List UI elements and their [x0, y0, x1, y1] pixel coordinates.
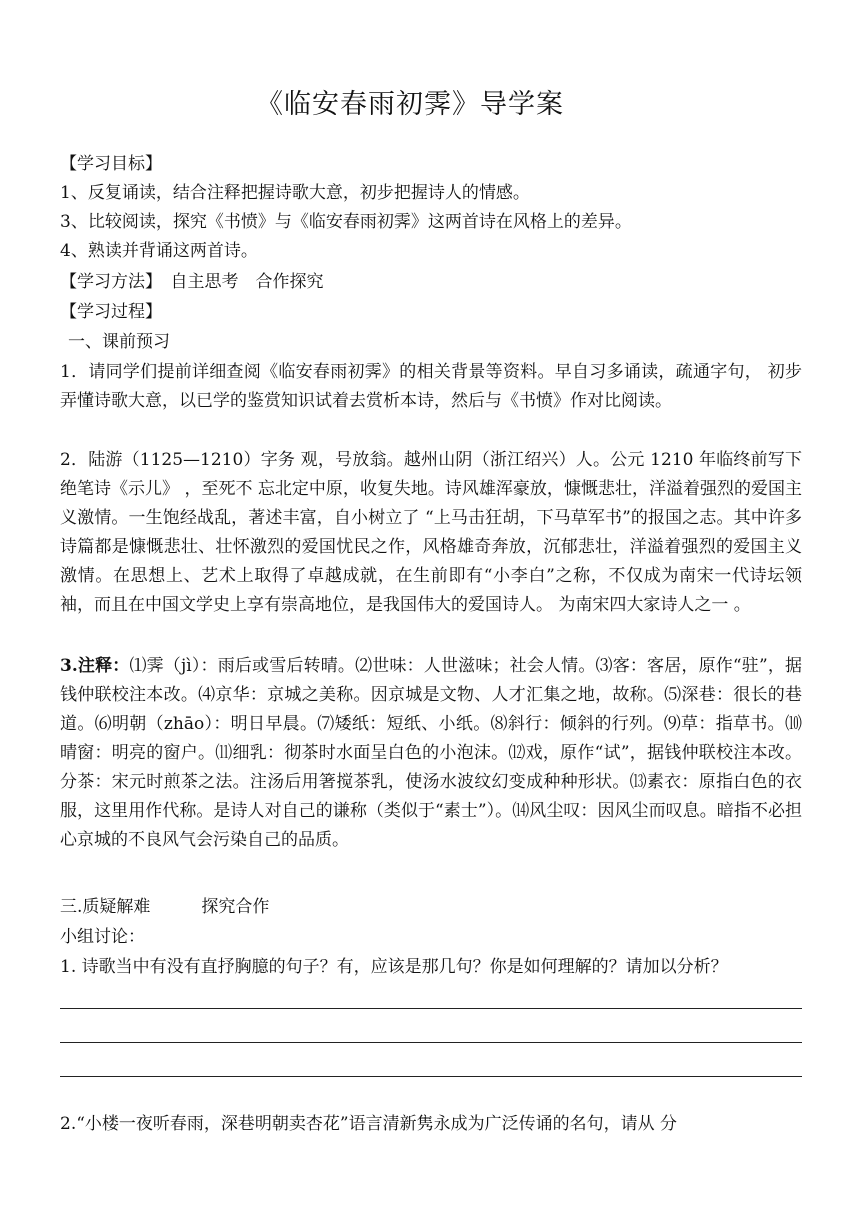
notes-text: ⑴霁（jì）：雨后或雪后转晴。⑵世味：人世滋味；社会人情。⑶客：客居，原作“驻”，据钱仲联校注本改。⑷京华：京城之美称。因京城是文物、人才汇集之地，故称。⑸深巷：很长的巷道。⑹明朝（zhāo）：明日早晨。⑺矮纸：短纸、小纸。⑻斜行：倾斜的行列。⑼草：指草书。⑽晴窗：明亮的窗户。⑾细乳：彻茶时水面呈白色的小泡沫。⑿戏，原作“试”，据钱仲联校注本改。分茶：宋元时煎茶之法。注汤后用箸搅茶乳，使汤水波纹幻变成种种形状。⒀素衣：原指白色的衣服，这里用作代称。是诗人对自己的谦称（类似于“素士”）。⒁风尘叹：因风尘而叹息。暗指不必担心京城的不良风气会污染自己的品质。	[60, 656, 803, 850]
notes-paragraph	[60, 652, 802, 855]
page-title: 《临安春雨初霁》导学案	[256, 89, 564, 120]
group-discussion-label: 小组讨论：	[60, 927, 145, 947]
answer-line-1[interactable]	[60, 1008, 802, 1009]
method-line: 【学习方法】 自主思考 合作探究	[60, 272, 324, 292]
answer-line-3[interactable]	[60, 1076, 802, 1077]
section3-heading: 三.质疑解难 探究合作	[60, 897, 270, 917]
preview-paragraph: 1．请同学们提前详细查阅《临安春雨初霁》的相关背景等资料。早自习多诵读，疏通字句， 初步弄懂诗歌大意，以已学的鉴赏知识试着去赏析本诗，然后与《书愤》作对比阅读。	[60, 362, 802, 411]
goals-heading: 【学习目标】	[60, 154, 162, 174]
question-1: 1. 诗歌当中有没有直抒胸臆的句子？有，应该是那几句？你是如何理解的？请加以分析？	[60, 957, 728, 977]
notes-label: 3.注释：	[60, 656, 130, 676]
question-2: 2.“小楼一夜听春雨，深巷明朝卖杏花”语言清新隽永成为广泛传诵的名句，请从 分	[60, 1114, 678, 1134]
preview-heading: 一、课前预习	[68, 332, 170, 352]
author-intro-paragraph: 2．陆游（1125—1210）字务 观，号放翁。越州山阴（浙江绍兴）人。公元 1210 年临终前写下绝笔诗《示儿》 ，至死不 忘北定中原，收复失地。诗风雄浑豪放，慷慨悲壮，洋溢着强烈的爱国主义激情。一生饱经战乱，著述丰富，自小树立了 “上马击狂胡，下马草军书”的报国之志。其中许多诗篇都是慷慨悲壮、壮怀激烈的爱国忧民之作，风格雄奇奔放，沉郁悲壮，洋溢着强烈的爱国主义激情。在思想上、艺术上取得了卓越成就，在生前即有“小李白”之称，不仅成为南宋一代诗坛领袖，而且在中国文学史上享有崇高地位，是我国伟大的爱国诗人。 为南宋四大家诗人之一 。	[60, 450, 802, 615]
goal-item-2: 3、比较阅读，探究《书愤》与《临安春雨初霁》这两首诗在风格上的差异。	[60, 212, 632, 232]
goal-item-3: 4、熟读并背诵这两首诗。	[60, 241, 258, 261]
goal-item-1: 1、反复诵读，结合注释把握诗歌大意，初步把握诗人的情感。	[60, 183, 530, 203]
process-heading: 【学习过程】	[60, 302, 162, 322]
answer-line-2[interactable]	[60, 1042, 802, 1043]
